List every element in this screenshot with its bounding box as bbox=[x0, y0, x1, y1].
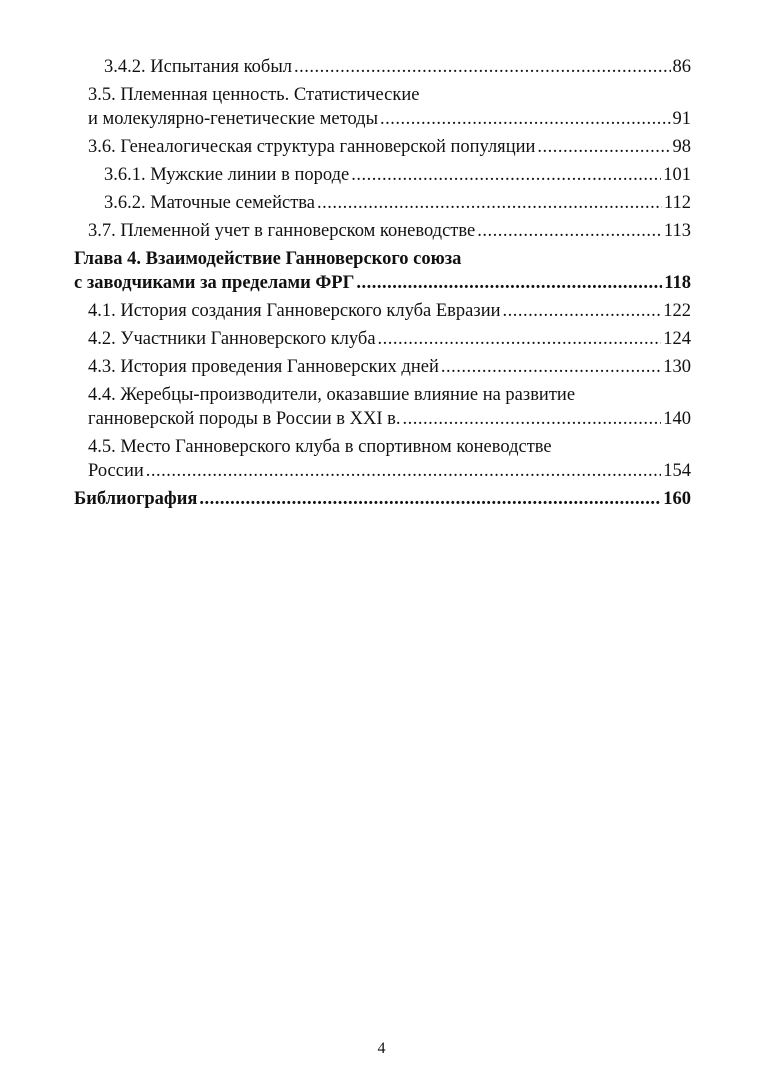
toc-entry-3-4-2[interactable] bbox=[74, 55, 691, 79]
toc-entry-3-6-1[interactable] bbox=[74, 163, 691, 187]
toc-entry-title: 3.6.2. Маточные семейства bbox=[104, 193, 315, 213]
toc-entry-title: 3.4.2. Испытания кобыл bbox=[104, 57, 292, 77]
toc-entry-title: 3.6.1. Мужские линии в породе bbox=[104, 165, 350, 185]
toc-entry-page: 98 bbox=[672, 137, 691, 157]
page-number: 4 bbox=[377, 1040, 386, 1057]
toc-entry-title: 4.4. Жеребцы-производители, оказавшие влияние на развитие bbox=[88, 385, 576, 405]
toc-entry-page: 112 bbox=[663, 193, 691, 213]
toc-entry-page: 130 bbox=[663, 357, 691, 377]
toc-entry-title: Библиография bbox=[74, 489, 198, 509]
toc-entry-line bbox=[88, 107, 691, 131]
toc-entry-page: 154 bbox=[663, 461, 691, 481]
toc-entry-3-5[interactable] bbox=[74, 83, 691, 131]
dot-leader bbox=[503, 299, 662, 323]
dot-leader bbox=[380, 107, 670, 131]
toc-entry-title-cont: с заводчиками за пределами ФРГ bbox=[74, 273, 355, 293]
toc-entry-bibliography[interactable] bbox=[74, 487, 691, 511]
toc-entry-page: 86 bbox=[672, 57, 691, 77]
toc-entry-page: 124 bbox=[663, 329, 691, 349]
toc-entry-title: 3.7. Племенной учет в ганноверском коневодстве bbox=[88, 221, 476, 241]
toc-entry-line bbox=[88, 135, 691, 159]
toc-entry-title: 4.1. История создания Ганноверского клуба Евразии bbox=[88, 301, 501, 321]
dot-leader bbox=[403, 407, 662, 431]
toc-entry-line bbox=[104, 163, 691, 187]
toc-entry-4-5[interactable] bbox=[74, 435, 691, 483]
toc-entry-title: 4.5. Место Ганноверского клуба в спортивном коневодстве bbox=[88, 437, 552, 457]
toc-entry-3-7[interactable] bbox=[74, 219, 691, 243]
toc-entry-line bbox=[88, 219, 691, 243]
toc-entry-page: 118 bbox=[664, 273, 691, 293]
dot-leader bbox=[317, 191, 662, 215]
dot-leader bbox=[378, 327, 662, 351]
toc-entry-line bbox=[88, 407, 691, 431]
dot-leader bbox=[351, 163, 661, 187]
dot-leader bbox=[441, 355, 661, 379]
toc-entry-line bbox=[104, 191, 691, 215]
toc-entry-title: 3.6. Генеалогическая структура ганноверской популяции bbox=[88, 137, 536, 157]
toc-entry-4-2[interactable] bbox=[74, 327, 691, 351]
table-of-contents bbox=[74, 55, 691, 515]
toc-entry-page: 122 bbox=[663, 301, 691, 321]
toc-entry-page: 160 bbox=[663, 489, 691, 509]
toc-entry-line bbox=[88, 355, 691, 379]
toc-entry-title: 3.5. Племенная ценность. Статистические bbox=[88, 85, 420, 105]
dot-leader bbox=[356, 271, 662, 295]
toc-entry-4-1[interactable] bbox=[74, 299, 691, 323]
toc-entry-line bbox=[104, 55, 691, 79]
toc-entry-line bbox=[88, 327, 691, 351]
toc-entry-line bbox=[88, 459, 691, 483]
toc-entry-title-cont: России bbox=[88, 461, 144, 481]
toc-entry-line bbox=[74, 271, 691, 295]
toc-entry-title: 4.2. Участники Ганноверского клуба bbox=[88, 329, 376, 349]
dot-leader bbox=[199, 487, 661, 511]
toc-entry-title-cont: и молекулярно-генетические методы bbox=[88, 109, 379, 129]
dot-leader bbox=[146, 459, 661, 483]
toc-entry-chapter-4[interactable] bbox=[74, 247, 691, 295]
dot-leader bbox=[294, 55, 671, 79]
toc-entry-page: 91 bbox=[672, 109, 691, 129]
toc-entry-title: 4.3. История проведения Ганноверских дней bbox=[88, 357, 439, 377]
dot-leader bbox=[477, 219, 662, 243]
toc-entry-4-4[interactable] bbox=[74, 383, 691, 431]
toc-entry-page: 140 bbox=[663, 409, 691, 429]
toc-entry-title-cont: ганноверской породы в России в XXI в. bbox=[88, 409, 401, 429]
toc-entry-line bbox=[74, 487, 691, 511]
dot-leader bbox=[537, 135, 670, 159]
toc-entry-page: 101 bbox=[663, 165, 691, 185]
toc-entry-3-6[interactable] bbox=[74, 135, 691, 159]
toc-entry-line bbox=[88, 299, 691, 323]
toc-entry-page: 113 bbox=[663, 221, 691, 241]
toc-entry-4-3[interactable] bbox=[74, 355, 691, 379]
toc-entry-3-6-2[interactable] bbox=[74, 191, 691, 215]
toc-entry-title: Глава 4. Взаимодействие Ганноверского союза bbox=[74, 249, 462, 269]
